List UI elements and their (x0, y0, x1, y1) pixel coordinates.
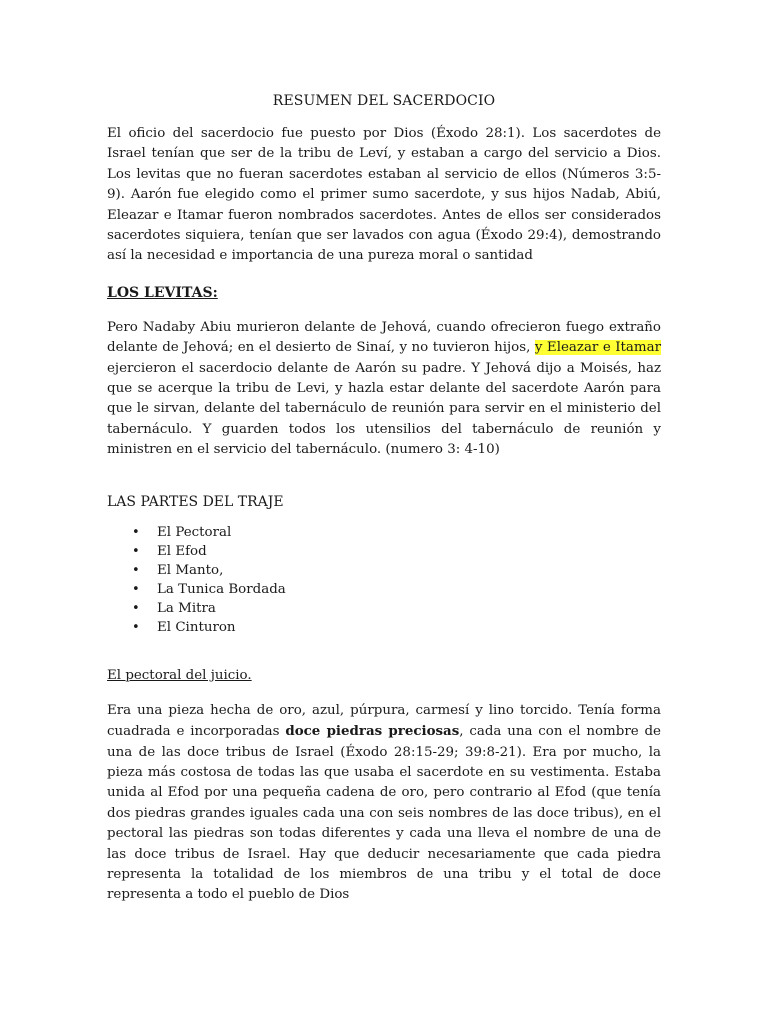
traje-list (107, 523, 661, 637)
pectoral-heading: El pectoral del juicio. (107, 667, 252, 683)
intro-paragraph: El oficio del sacerdocio fue puesto por Dios (Éxodo 28:1). Los sacerdotes de Israel tenían que ser de la tribu de Leví, y estaban a cargo del servicio a Dios. Los levitas que no fueran sacerdotes estaban al servicio de ellos (Números 3:5-9). Aarón fue elegido como el primer sumo sacerdote, y sus hijos Nadab, Abiú, Eleazar e Itamar fueron nombrados sacerdotes. Antes de ellos ser considerados sacerdotes siquiera, tenían que ser lavados con agua (Éxodo 29:4), demostrando así la necesidad e importancia de una pureza moral o santidad (107, 126, 661, 264)
list-item: • El Efod (107, 542, 661, 561)
pectoral-text-before: Era una pieza hecha de oro, azul, púrpura, carmesí y lino torcido. Tenía forma cuadrada e incorporadas (107, 702, 661, 740)
levitas-text-before: Pero Nadaby Abiu murieron delante de Jehová, cuando ofrecieron fuego extraño delante de Jehová; en el desierto de Sinaí, y no tuvieron hijos, (107, 319, 661, 356)
highlighted-text: y Eleazar e Itamar (534, 340, 661, 356)
pectoral-text-after: , cada una con el nombre de una de las doce tribus de Israel (Éxodo 28:15-29; 39:8-21). Era por mucho, la pieza más costosa de todas las que usaba el sacerdote en su vestimenta. Estaba unida al Efod por una pequeña cadena de oro, pero contrario al Efod (que tenía dos piedras grandes iguales cada una con seis nombres de las doce tribus), en el pectoral las piedras son todas diferentes y cada una lleva el nombre de una de las doce tribus de Israel. Hay que deducir necesariamente que cada piedra representa la totalidad de los miembros de una tribu y el total de doce representa a todo el pueblo de Dios (107, 724, 661, 903)
list-item: • La Tunica Bordada (107, 580, 661, 599)
list-item: • El Cinturon (107, 618, 661, 637)
levitas-text-after: ejercieron el sacerdocio delante de Aarón su padre. Y Jehová dijo a Moisés, haz que se acerque la tribu de Levi, y hazla estar delante del sacerdote Aarón para que le sirvan, delante del tabernáculo de reunión para servir en el ministerio del tabernáculo. Y guarden todos los utensilios del tabernáculo de reunión y ministren en el servicio del tabernáculo. (numero 3: 4-10) (107, 360, 661, 458)
traje-heading: LAS PARTES DEL TRAJE (107, 493, 284, 510)
list-item: • El Pectoral (107, 523, 661, 542)
page-title: RESUMEN DEL SACERDOCIO (272, 93, 496, 109)
levitas-heading: LOS LEVITAS: (107, 284, 218, 301)
document-page (107, 92, 661, 906)
bold-text: doce piedras preciosas (285, 723, 460, 740)
pectoral-paragraph (107, 701, 661, 906)
levitas-paragraph (107, 318, 661, 461)
list-item: • La Mitra (107, 599, 661, 618)
list-item: • El Manto, (107, 561, 661, 580)
